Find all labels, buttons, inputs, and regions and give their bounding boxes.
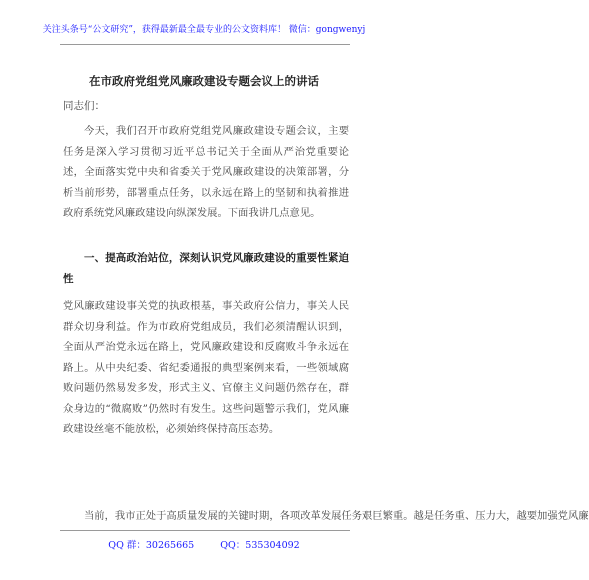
section-heading-1: 一、提高政治站位，深刻认识党风廉政建设的重要性紧迫性: [63, 252, 349, 285]
document-title: 在市政府党组党风廉政建设专题会议上的讲话: [89, 74, 319, 88]
header-banner: 关注头条号“公文研究”，获得最新最全最专业的公文资料库！ 微信：gongwenyj: [42, 25, 366, 35]
header-divider: [60, 44, 350, 45]
paragraph-section-1-continued: 当前，我市正处于高质量发展的关键时期，各项改革发展任务艰巨繁重。越是任务重、压力大，越要加强党风廉: [84, 510, 589, 522]
footer-qq: QQ：535304092: [220, 540, 300, 551]
footer-contact: [0, 537, 408, 551]
salutation: 同志们：: [63, 100, 105, 112]
footer-divider: [60, 530, 350, 531]
paragraph-intro: 今天，我们召开市政府党组党风廉政建设专题会议，主要任务是深入学习贯彻习近平总书记关于全面从严治党重要论述，全面落实党中央和省委关于党风廉政建设的决策部署，分析当前形势，部署重点任务，以永远在路上的坚韧和执着推进政府系统党风廉政建设向纵深发展。下面我讲几点意见。: [63, 125, 349, 219]
paragraph-section-1: 党风廉政建设事关党的执政根基，事关政府公信力，事关人民群众切身利益。作为市政府党组成员，我们必须清醒认识到，全面从严治党永远在路上，党风廉政建设和反腐败斗争永远在路上。从中央纪委、省纪委通报的典型案例来看，一些领域腐败问题仍然易发多发，形式主义、官僚主义问题仍然存在，群众身边的“微腐败”仍然时有发生。这些问题警示我们，党风廉政建设丝毫不能放松，必须始终保持高压态势。: [63, 300, 349, 435]
footer-qq-group: QQ 群：30265665: [108, 540, 195, 551]
